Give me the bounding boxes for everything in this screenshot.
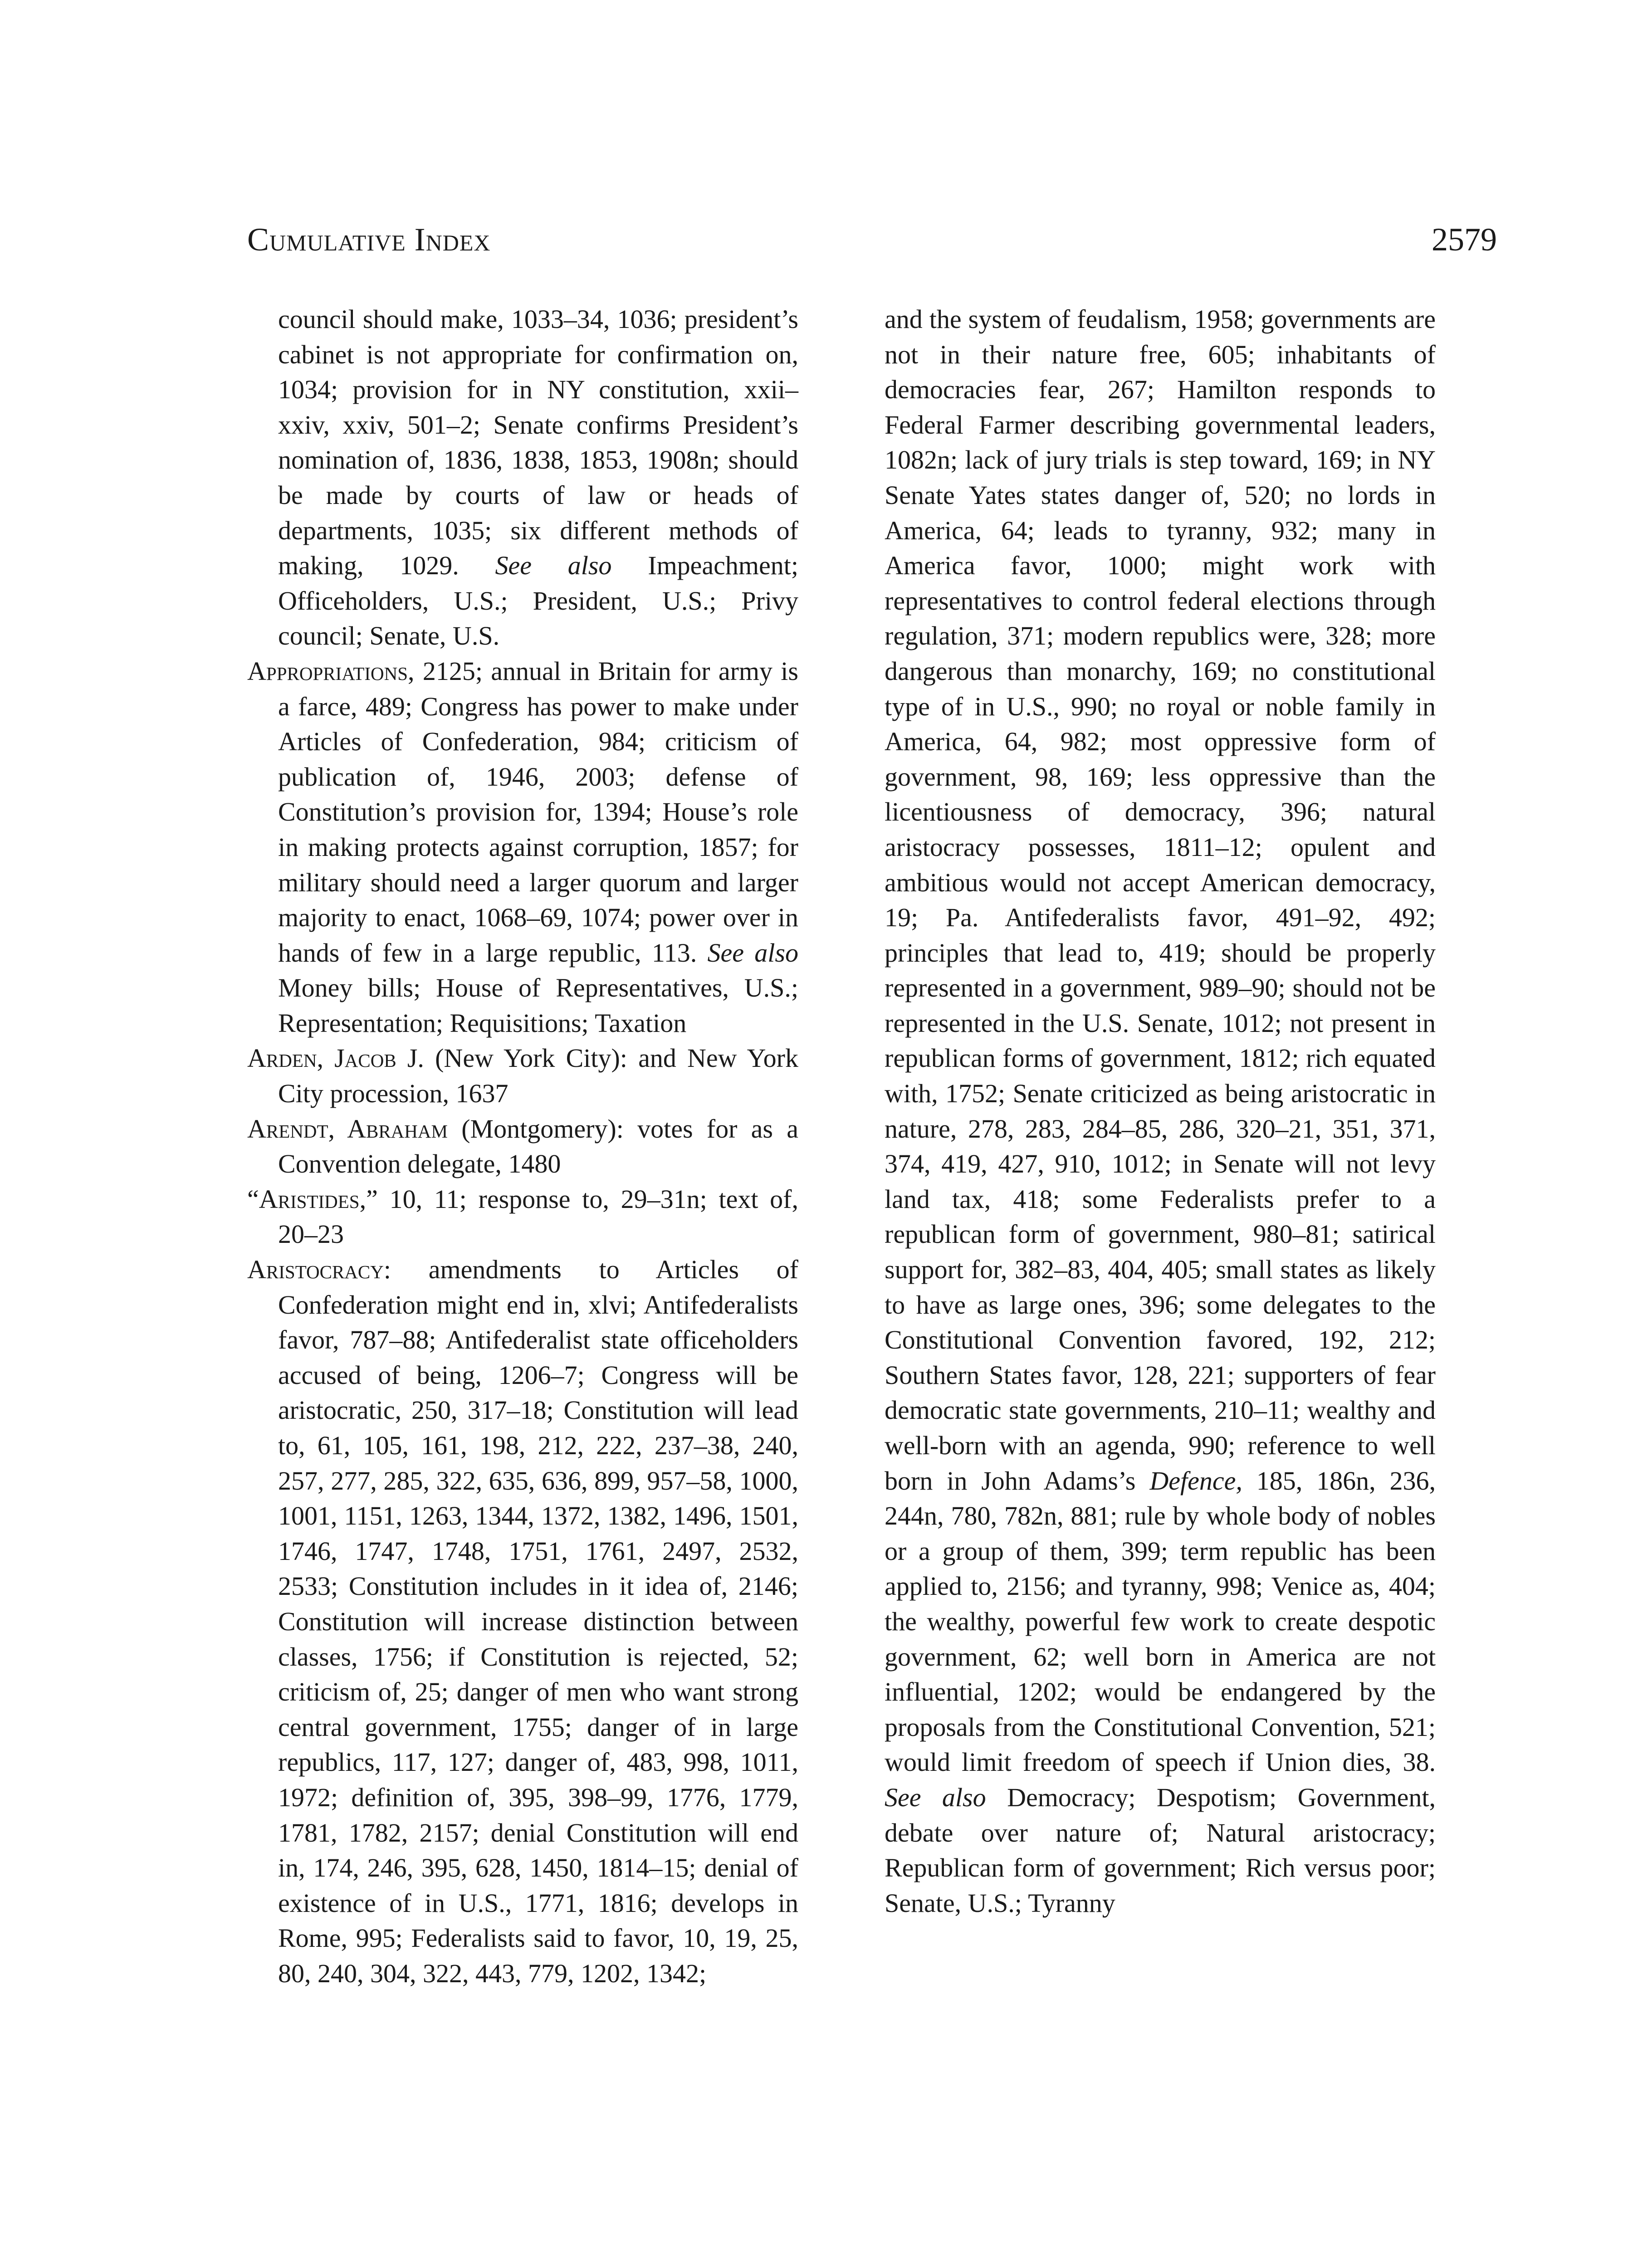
- see-also-text: Money bills; House of Representatives, U.S.; Representation; Requisitions; Taxation: [278, 973, 798, 1038]
- index-entry-arden: [247, 1041, 798, 1111]
- entry-heading: Aristides: [259, 1184, 360, 1214]
- book-title: Defence,: [1149, 1466, 1242, 1496]
- open-quote: “: [247, 1184, 259, 1214]
- entry-text: J. (New York City): and New York City procession, 1637: [278, 1043, 798, 1109]
- entry-text: : amendments to Articles of Confederation might end in, xlvi; Antifederalists favor, 787–88; Antifederalist state officeholders accused of being, 1206–7; Congress will be aristocratic, 250, 317–18; Constitution will lead to, 61, 105, 161, 198, 212, 222, 237–38, 240, 257, 277, 285, 322, 635, 636, 899, 957–58, 1000, 1001, 1151, 1263, 1344, 1372, 1382, 1496, 1501, 1746, 1747, 1748, 1751, 1761, 2497, 2532, 2533; Constitution includes in it idea of, 2146; Constitution will increase distinction between classes, 1756; if Constitution is rejected, 52; criticism of, 25; danger of men who want strong central government, 1755; danger of in large republics, 117, 127; danger of, 483, 998, 1011, 1972; definition of, 395, 398–99, 1776, 1779, 1781, 1782, 2157; denial Constitution will end in, 174, 246, 395, 628, 1450, 1814–15; denial of existence of in U.S., 1771, 1816; develops in Rome, 995; Federalists said to favor, 10, 19, 25, 80, 240, 304, 322, 443, 779, 1202, 1342;: [278, 1255, 798, 1988]
- page-number: 2579: [1432, 221, 1497, 258]
- index-entry-aristocracy-continued: [885, 302, 1436, 1921]
- entry-text: , 2125; annual in Britain for army is a farce, 489; Congress has power to make under Articles of Confederation, 984; criticism of publication of, 1946, 2003; defense of Constitution’s provision for, 1394; House’s role in making protects against corruption, 1857; for military should need a larger quorum and larger majority to enact, 1068–69, 1074; power over in hands of few in a large republic, 113.: [278, 656, 798, 968]
- entry-text: (Montgomery): votes for as a Convention delegate, 1480: [278, 1114, 798, 1179]
- index-entry-arendt: [247, 1111, 798, 1182]
- running-header-title: Cumulative Index: [247, 221, 491, 258]
- entry-heading: Aristocracy: [247, 1255, 384, 1285]
- index-entry-continuation: [247, 302, 798, 654]
- index-entry-aristocracy: [247, 1252, 798, 1991]
- entry-text: and the system of feudalism, 1958; governments are not in their nature free, 605; inhabitants of democracies fear, 267; Hamilton responds to Federal Farmer describing governmental leaders, 1082n; lack of jury trials is step toward, 169; in NY Senate Yates states danger of, 520; no lords in America, 64; leads to tyranny, 932; many in America favor, 1000; might work with representatives to control federal elections through regulation, 371; modern republics were, 328; more dangerous than monarchy, 169; no constitutional type of in U.S., 990; no royal or noble family in America, 64, 982; most oppressive form of government, 98, 169; less oppressive than the licentiousness of democracy, 396; natural aristocracy possesses, 1811–12; opulent and ambitious would not accept American democracy, 19; Pa. Antifederalists favor, 491–92, 492; principles that lead to, 419; should be properly represented in a government, 989–90; should not be represented in the U.S. Senate, 1012; not present in republican forms of government, 1812; rich equated with, 1752; Senate criticized as being aristocratic in nature, 278, 283, 284–85, 286, 320–21, 351, 371, 374, 419, 427, 910, 1012; in Senate will not levy land tax, 418; some Federalists prefer to a republican form of government, 980–81; satirical support for, 382–83, 404, 405; small states as likely to have as large ones, 396; some delegates to the Constitutional Convention favored, 192, 212; Southern States favor, 128, 221; supporters of fear democratic state governments, 210–11; wealthy and well-born with an agenda, 990; reference to well born in John Adams’s: [885, 304, 1436, 1496]
- entry-heading: Appropriations: [247, 656, 408, 686]
- index-entry-aristides: [229, 1182, 798, 1252]
- see-also-label: See also: [707, 938, 798, 968]
- see-also-label: See also: [495, 551, 612, 581]
- entry-text: council should make, 1033–34, 1036; president’s cabinet is not appropriate for confirmation on, 1034; provision for in NY constitution, xxii–xxiv, xxiv, 501–2; Senate confirms President’s nomination of, 1836, 1838, 1853, 1908n; should be made by courts of law or heads of departments, 1035; six different methods of making, 1029.: [278, 304, 798, 581]
- see-also-text: Democracy; Despotism; Government, debate over nature of; Natural aristocracy; Republican form of government; Rich versus poor; Senate, U.S.; Tyranny: [885, 1782, 1436, 1918]
- see-also-text: Impeachment; Officeholders, U.S.; President, U.S.; Privy council; Senate, U.S.: [278, 551, 799, 651]
- entry-text: 185, 186n, 236, 244n, 780, 782n, 881; rule by whole body of nobles or a group of them, 399; term republic has been applied to, 2156; and tyranny, 998; Venice as, 404; the wealthy, powerful few work to create despotic government, 62; well born in America are not influential, 1202; would be endangered by the proposals from the Constitutional Convention, 521; would limit freedom of speech if Union dies, 38.: [885, 1466, 1436, 1777]
- entry-text: ,” 10, 11; response to, 29–31n; text of, 20–23: [278, 1184, 798, 1249]
- entry-heading: Arendt, Abraham: [247, 1114, 448, 1144]
- right-column: [885, 302, 1436, 1921]
- entry-heading: Arden, Jacob: [247, 1043, 396, 1073]
- see-also-label: See also: [885, 1782, 986, 1812]
- left-column: [247, 302, 798, 1991]
- index-entry-appropriations: [247, 654, 798, 1041]
